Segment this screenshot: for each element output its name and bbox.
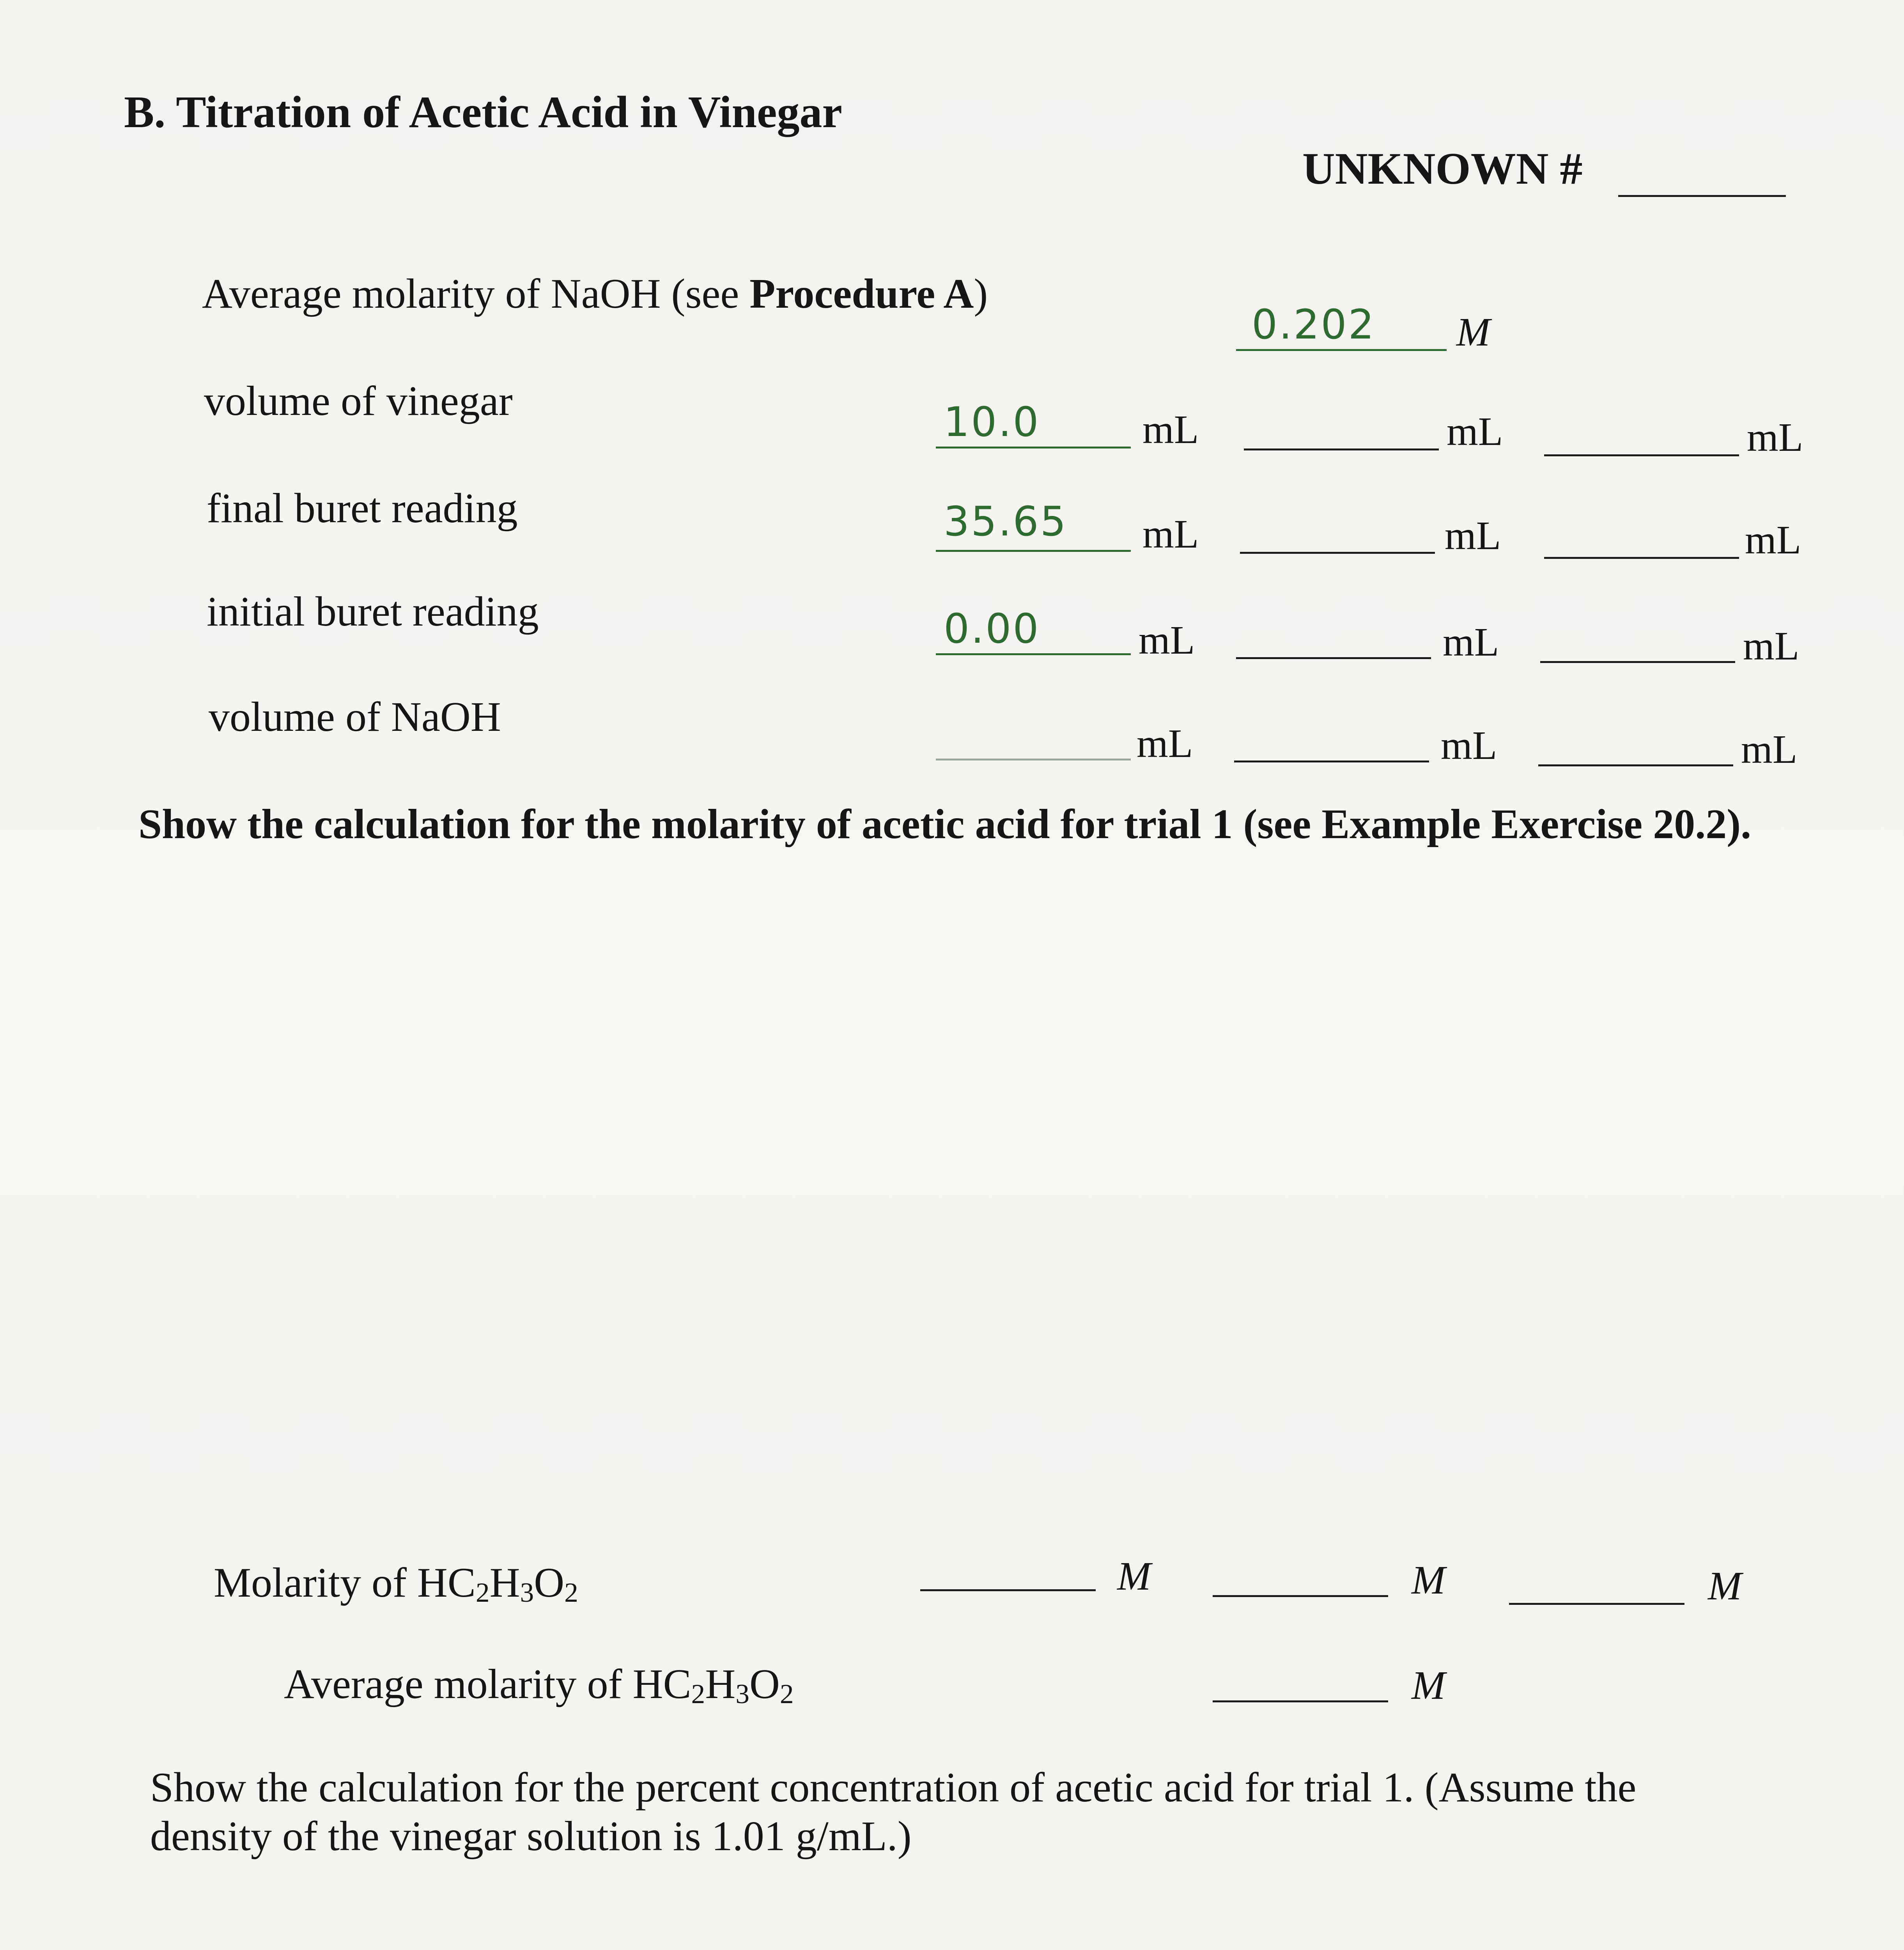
unknown-number-blank[interactable] — [1618, 195, 1786, 197]
initial-buret-trial3-unit: mL — [1743, 624, 1800, 668]
vinegar-trial1-value: 10.0 — [944, 398, 1040, 446]
naoh-trial1-blank[interactable] — [936, 759, 1131, 760]
vinegar-trial1-blank[interactable] — [936, 447, 1131, 448]
naoh-trial1-unit: mL — [1137, 721, 1193, 766]
row-label-final-buret: final buret reading — [207, 485, 518, 532]
row-label-volume-vinegar: volume of vinegar — [204, 378, 513, 424]
avg-molarity-unit: M — [1412, 1663, 1445, 1708]
final-buret-trial1-blank[interactable] — [936, 550, 1131, 552]
avg-naoh-value: 0.202 — [1252, 301, 1376, 348]
molarity-trial3-unit: M — [1708, 1564, 1742, 1608]
final-buret-trial1-value: 35.65 — [944, 498, 1068, 545]
molarity-trial1-unit: M — [1117, 1554, 1151, 1599]
initial-buret-trial2-blank[interactable] — [1236, 657, 1431, 659]
row-label-volume-naoh: volume of NaOH — [209, 694, 501, 740]
naoh-trial3-unit: mL — [1741, 727, 1798, 772]
molarity-trial3-blank[interactable] — [1509, 1603, 1684, 1605]
initial-buret-trial1-blank[interactable] — [936, 653, 1131, 655]
calc-percent-prompt-line2: density of the vinegar solution is 1.01 g/mL.) — [150, 1813, 912, 1860]
molarity-trial2-unit: M — [1412, 1558, 1445, 1603]
vinegar-trial2-blank[interactable] — [1244, 448, 1439, 450]
vinegar-trial2-unit: mL — [1447, 409, 1503, 454]
unknown-label: UNKNOWN # — [1302, 144, 1583, 194]
naoh-trial3-blank[interactable] — [1538, 764, 1733, 766]
avg-naoh-label: Average molarity of NaOH (see Procedure A) — [202, 271, 988, 317]
section-title: B. Titration of Acetic Acid in Vinegar — [124, 87, 843, 137]
calc-molarity-prompt: Show the calculation for the molarity of acetic acid for trial 1 (see Example Exercise 20.2). — [138, 801, 1752, 847]
final-buret-trial3-unit: mL — [1745, 518, 1801, 562]
final-buret-trial1-unit: mL — [1142, 512, 1199, 557]
avg-naoh-unit: M — [1456, 310, 1490, 355]
naoh-trial2-unit: mL — [1441, 723, 1497, 768]
initial-buret-trial1-unit: mL — [1139, 618, 1195, 663]
naoh-trial2-blank[interactable] — [1234, 760, 1429, 762]
initial-buret-trial2-unit: mL — [1443, 620, 1499, 665]
final-buret-trial2-blank[interactable] — [1240, 552, 1435, 554]
molarity-label: Molarity of $HC_2H_3O_2$ — [214, 1560, 578, 1608]
initial-buret-trial3-blank[interactable] — [1540, 661, 1735, 663]
calc-percent-prompt-line1: Show the calculation for the percent concentration of acetic acid for trial 1. (Assume the — [150, 1764, 1637, 1811]
vinegar-trial1-unit: mL — [1142, 407, 1199, 452]
row-label-initial-buret: initial buret reading — [207, 589, 539, 635]
vinegar-trial3-blank[interactable] — [1544, 454, 1739, 456]
vinegar-trial3-unit: mL — [1747, 415, 1803, 460]
avg-molarity-label: Average molarity of $HC_2H_3O_2$ — [284, 1661, 794, 1709]
molarity-trial1-blank[interactable] — [920, 1589, 1096, 1591]
avg-naoh-blank[interactable] — [1236, 349, 1447, 351]
final-buret-trial2-unit: mL — [1445, 513, 1501, 558]
avg-molarity-blank[interactable] — [1213, 1700, 1388, 1702]
initial-buret-trial1-value: 0.00 — [944, 605, 1040, 652]
molarity-trial2-blank[interactable] — [1213, 1595, 1388, 1597]
final-buret-trial3-blank[interactable] — [1544, 557, 1739, 559]
